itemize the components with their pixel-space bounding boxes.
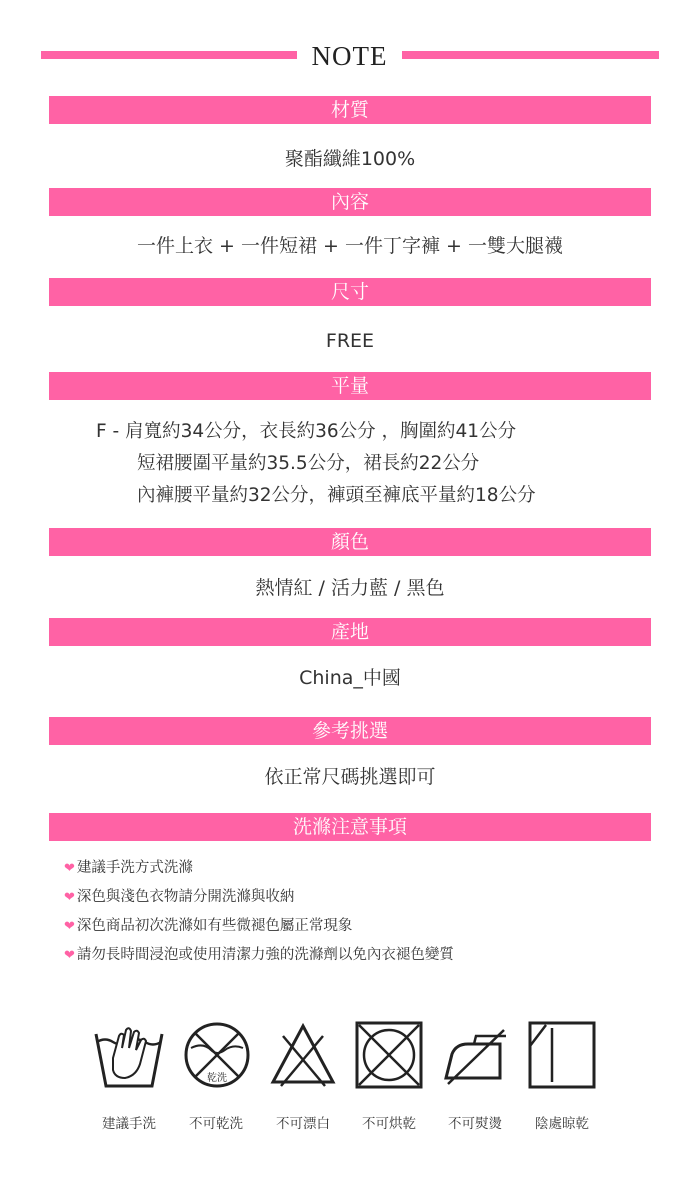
care-item-text: 建議手洗方式洗滌 (76, 860, 193, 876)
care-list-item (64, 916, 352, 937)
svg-text:乾洗: 乾洗 (207, 1073, 227, 1084)
no-tumble-dry-icon (353, 1018, 425, 1092)
hand-wash-icon (93, 1018, 165, 1092)
heart-bullet-icon: ❤ (64, 919, 75, 934)
care-list-item (64, 858, 193, 879)
line-dry-shade-label: 陰處晾乾 (535, 1116, 589, 1132)
page-title: NOTE (311, 41, 388, 71)
note-header (0, 40, 700, 72)
reference-heading: 參考挑選 (49, 717, 651, 745)
material-value: 聚酯纖維100% (284, 148, 416, 170)
origin-value: China_中國 (299, 667, 401, 689)
care-list-item (64, 887, 294, 908)
colors-value: 熱情紅 / 活力藍 / 黑色 (255, 577, 445, 599)
no-tumble-dry-label: 不可烘乾 (362, 1116, 416, 1132)
measurement-line: 內褲腰平量約32公分，褲頭至褲底平量約18公分 (137, 485, 536, 506)
colors-heading: 顏色 (49, 528, 651, 556)
care-item-text: 深色與淺色衣物請分開洗滌與收納 (76, 889, 295, 905)
measurement-line: 短裙腰圍平量約35.5公分，裙長約22公分 (137, 453, 480, 474)
no-iron-icon (440, 1018, 512, 1092)
care-list-item (64, 945, 454, 966)
origin-heading: 產地 (49, 618, 651, 646)
care-item-text: 請勿長時間浸泡或使用清潔力強的洗滌劑以免內衣褪色變質 (76, 947, 454, 963)
measurements-heading: 平量 (49, 372, 651, 400)
heart-bullet-icon: ❤ (64, 861, 75, 876)
care-item-text: 深色商品初次洗滌如有些微褪色屬正常現象 (76, 918, 353, 934)
reference-value: 依正常尺碼挑選即可 (264, 766, 436, 788)
care-heading: 洗滌注意事項 (49, 813, 651, 841)
no-iron-label: 不可熨燙 (448, 1116, 502, 1132)
heart-bullet-icon: ❤ (64, 890, 75, 905)
line-dry-shade-icon (526, 1018, 598, 1092)
measurement-line: F - 肩寬約34公分，衣長約36公分 ，胸圍約41公分 (96, 421, 517, 442)
contents-heading: 內容 (49, 188, 651, 216)
header-divider-left (41, 51, 297, 59)
header-divider-right (402, 51, 659, 59)
hand-wash-label: 建議手洗 (102, 1116, 156, 1132)
contents-value: 一件上衣 + 一件短裙 + 一件丁字褲 + 一雙大腿襪 (137, 235, 563, 257)
size-heading: 尺寸 (49, 278, 651, 306)
no-bleach-icon (267, 1018, 339, 1092)
no-bleach-label: 不可漂白 (276, 1116, 330, 1132)
heart-bullet-icon: ❤ (64, 948, 75, 963)
material-heading: 材質 (49, 96, 651, 124)
size-value: FREE (325, 330, 375, 352)
no-dry-clean-icon (181, 1018, 253, 1092)
no-dry-clean-label: 不可乾洗 (189, 1116, 243, 1132)
